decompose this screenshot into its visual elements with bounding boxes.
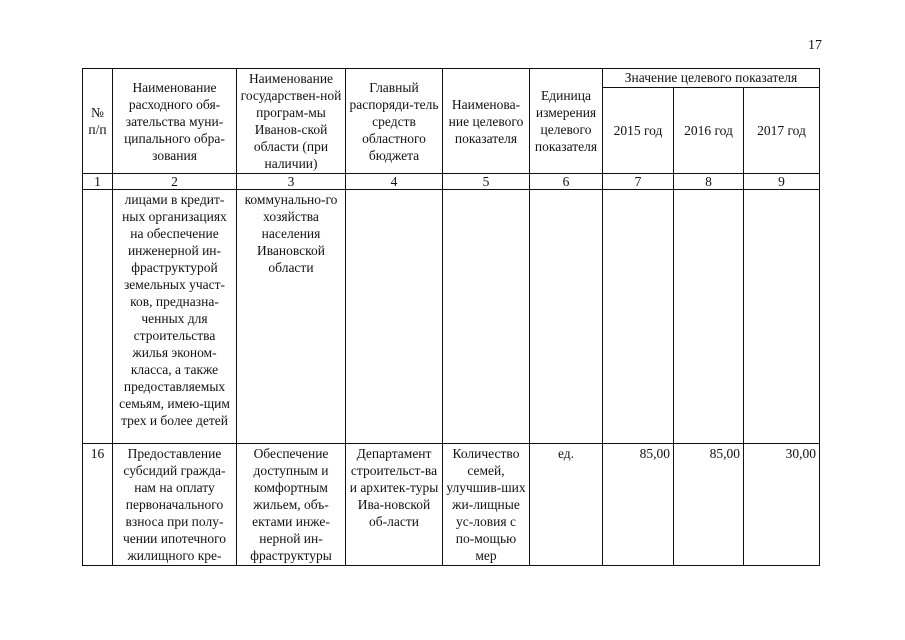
column-number: 4 — [346, 174, 443, 190]
row-number: 16 — [83, 444, 113, 566]
column-number: 9 — [744, 174, 820, 190]
header-unit: Единица измерения целевого показателя — [530, 69, 603, 174]
header-budget-manager: Главный распоряди-тель средств областного бюджета — [346, 69, 443, 174]
row-program: Обеспечение доступным и комфортным жильем, объ-ектами инже-нерной ин-фраструктуры — [237, 444, 346, 566]
table-row — [83, 190, 820, 444]
column-number: 6 — [530, 174, 603, 190]
column-number: 8 — [674, 174, 744, 190]
column-number: 5 — [443, 174, 530, 190]
column-number: 2 — [113, 174, 237, 190]
row-obligation: Предоставление субсидий гражда-нам на оплату первоначального взноса при полу-чении ипотечного жилищного кре- — [113, 444, 237, 566]
row-value-2016 — [674, 190, 744, 444]
row-number — [83, 190, 113, 444]
page-number: 17 — [808, 38, 822, 53]
header-year-2016: 2016 год — [674, 87, 744, 173]
row-value-2015: 85,00 — [603, 444, 674, 566]
row-budget-manager: Департамент строительст-ва и архитек-туры Ива-новской об-ласти — [346, 444, 443, 566]
column-number: 1 — [83, 174, 113, 190]
target-indicators-table — [82, 68, 820, 566]
row-obligation: лицами в кредит-ных организациях на обеспечение инженерной ин-фраструктурой земельных участ-ков, предназна-ченных для строительства жилья эконом-класса, а также предоставляемых семьям, имею-щим трех и более детей — [113, 190, 237, 444]
row-indicator: Количество семей, улучшив-ших жи-лищные ус-ловия с по-мощью мер — [443, 444, 530, 566]
row-unit: ед. — [530, 444, 603, 566]
column-number: 7 — [603, 174, 674, 190]
row-value-2015 — [603, 190, 674, 444]
row-budget-manager — [346, 190, 443, 444]
column-number: 3 — [237, 174, 346, 190]
row-indicator — [443, 190, 530, 444]
table-row — [83, 444, 820, 566]
header-indicator: Наименова-ние целевого показателя — [443, 69, 530, 174]
header-target-value-group: Значение целевого показателя — [603, 69, 820, 88]
header-year-2015: 2015 год — [603, 87, 674, 173]
row-value-2017 — [744, 190, 820, 444]
row-unit — [530, 190, 603, 444]
row-program: коммунально-го хозяйства населения Ивановской области — [237, 190, 346, 444]
header-obligation: Наименование расходного обя-зательства муни-ципального обра-зования — [113, 69, 237, 174]
header-no: № п/п — [83, 69, 113, 174]
row-value-2017: 30,00 — [744, 444, 820, 566]
header-program: Наименование государствен-ной програм-мы Иванов-ской области (при наличии) — [237, 69, 346, 174]
header-year-2017: 2017 год — [744, 87, 820, 173]
row-value-2016: 85,00 — [674, 444, 744, 566]
